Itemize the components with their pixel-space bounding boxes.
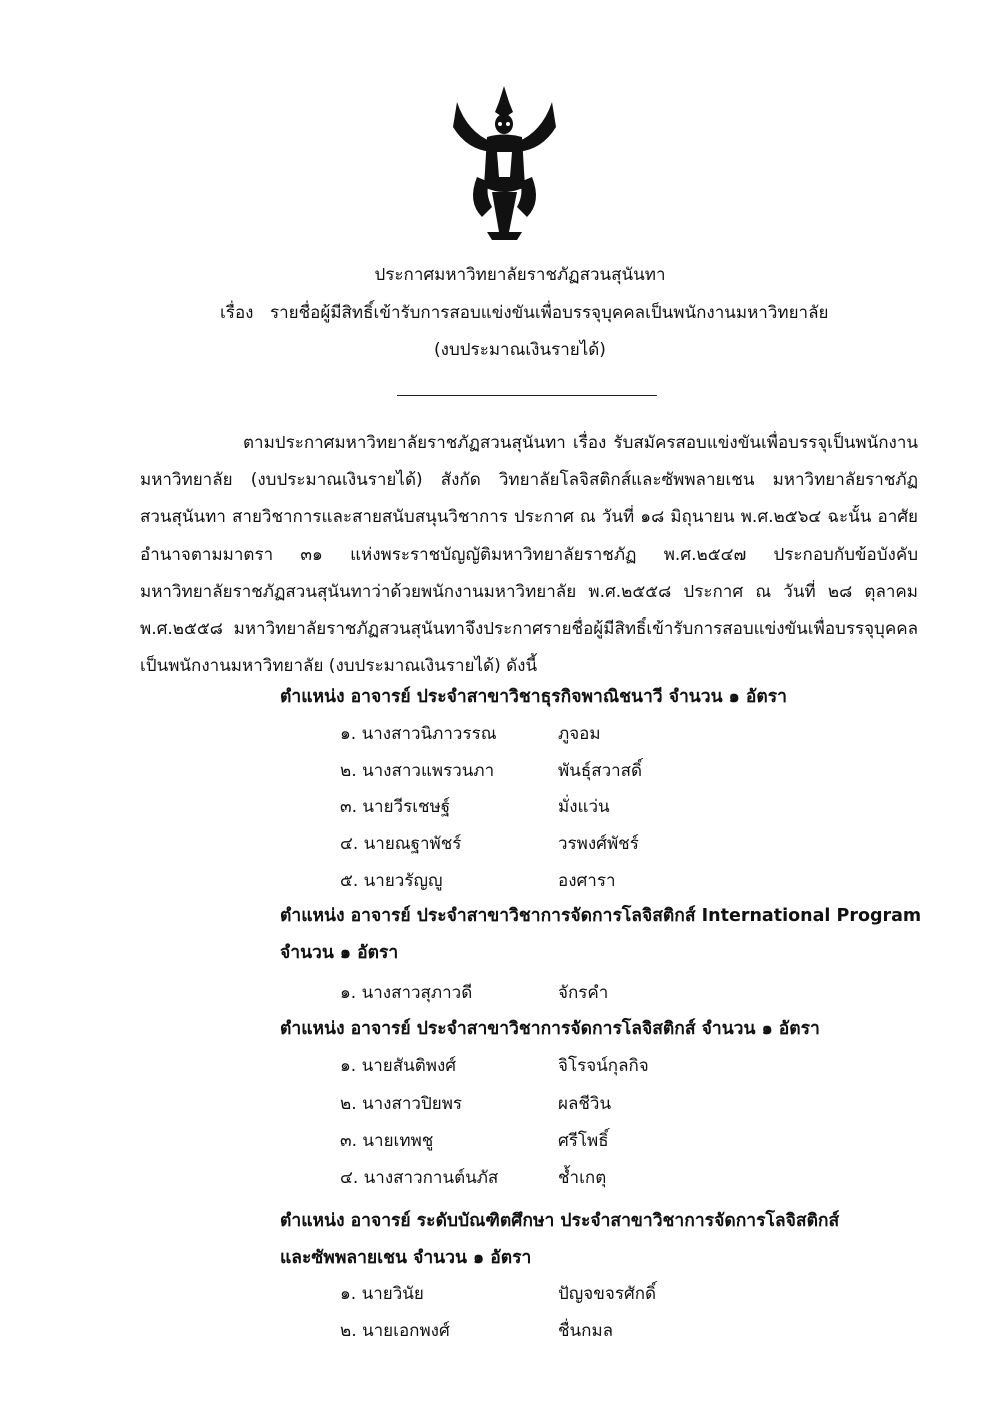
person-surname: มั่งแว่น [558,797,610,817]
section-title: ตำแหน่ง อาจารย์ ประจำสาขาวิชาธุรกิจพาณิชนาวี จำนวน ๑ อัตรา [280,687,787,707]
section-title: ตำแหน่ง อาจารย์ ประจำสาขาวิชาการจัดการโลจิสติกส์ จำนวน ๑ อัตรา [280,1019,820,1039]
body-line: พ.ศ.๒๕๕๘ มหาวิทยาลัยราชภัฏสวนสุนันทาจึงประกาศรายชื่อผู้มีสิทธิ์เข้ารับการสอบแข่งขันเพื่อบรรจุบุคคล [140,619,918,639]
person-name: ๔. นางสาวกานต์นภัส [340,1168,499,1188]
person-surname: วรพงศ์พัชร์ [558,834,639,854]
person-name: ๔. นายณฐาพัชร์ [340,834,462,854]
person-surname: ปัญจขจรศักดิ์ [558,1284,657,1304]
person-surname: ศรีโพธิ์ [558,1131,609,1151]
body-line: สวนสุนันทา สายวิชาการและสายสนับสนุนวิชาการ ประกาศ ณ วันที่ ๑๘ มิถุนายน พ.ศ.๒๕๖๔ ฉะนั้น อาศัย [140,507,918,527]
divider [397,395,657,396]
person-name: ๕. นายวรัญญู [340,871,443,891]
body-line: มหาวิทยาลัยราชภัฏสวนสุนันทาว่าด้วยพนักงานมหาวิทยาลัย พ.ศ.๒๕๕๘ ประกาศ ณ วันที่ ๒๘ ตุลาคม [140,582,918,602]
person-name: ๓. นายวีรเชษฐ์ [340,797,451,817]
body-line: เป็นพนักงานมหาวิทยาลัย (งบประมาณเงินรายได้) ดังนี้ [140,656,538,676]
subject-title: รายชื่อผู้มีสิทธิ์เข้ารับการสอบแข่งขันเพื่อบรรจุบุคคลเป็นพนักงานมหาวิทยาลัย [270,303,829,323]
body-line: มหาวิทยาลัย (งบประมาณเงินรายได้) สังกัด วิทยาลัยโลจิสติกส์และซัพพลายเชน มหาวิทยาลัยราชภัฏ [140,470,918,490]
subject-note: (งบประมาณเงินรายได้) [434,340,606,360]
issuer-title: ประกาศมหาวิทยาลัยราชภัฏสวนสุนันทา [374,265,666,285]
person-surname: องศารา [558,871,616,891]
person-surname: พันธุ์สวาสดิ์ [558,761,643,781]
garuda-emblem [447,82,562,242]
body-line: อำนาจตามมาตรา ๓๑ แห่งพระราชบัญญัติมหาวิทยาลัยราชภัฏ พ.ศ.๒๕๔๗ ประกอบกับข้อบังคับ [140,545,918,565]
person-surname: จิโรจน์กุลกิจ [558,1056,649,1076]
person-surname: ผลชีวิน [558,1094,612,1114]
section-title: จำนวน ๑ อัตรา [280,943,399,963]
person-surname: ภูจอม [558,724,601,744]
section-title: และซัพพลายเชน จำนวน ๑ อัตรา [280,1248,532,1268]
person-name: ๑. นายวินัย [340,1284,424,1304]
subject-label: เรื่อง [220,303,254,323]
section-title: ตำแหน่ง อาจารย์ ประจำสาขาวิชาการจัดการโลจิสติกส์ International Program [280,906,922,926]
person-name: ๑. นางสาวนิภาวรรณ [340,724,497,744]
person-surname: จักรคำ [558,983,609,1003]
person-name: ๓. นายเทพชู [340,1131,434,1151]
person-name: ๑. นายสันติพงศ์ [340,1056,457,1076]
person-surname: ชื่นกมล [558,1321,614,1341]
person-name: ๒. นางสาวปิยพร [340,1094,463,1114]
person-name: ๒. นายเอกพงศ์ [340,1321,450,1341]
person-surname: ช้ำเกตุ [558,1168,607,1188]
person-name: ๑. นางสาวสุภาวดี [340,983,473,1003]
section-title: ตำแหน่ง อาจารย์ ระดับบัณฑิตศึกษา ประจำสาขาวิชาการจัดการโลจิสติกส์ [280,1211,840,1231]
body-line: ตามประกาศมหาวิทยาลัยราชภัฏสวนสุนันทา เรื่อง รับสมัครสอบแข่งขันเพื่อบรรจุเป็นพนักงาน [243,433,918,453]
person-name: ๒. นางสาวแพรวนภา [340,761,495,781]
